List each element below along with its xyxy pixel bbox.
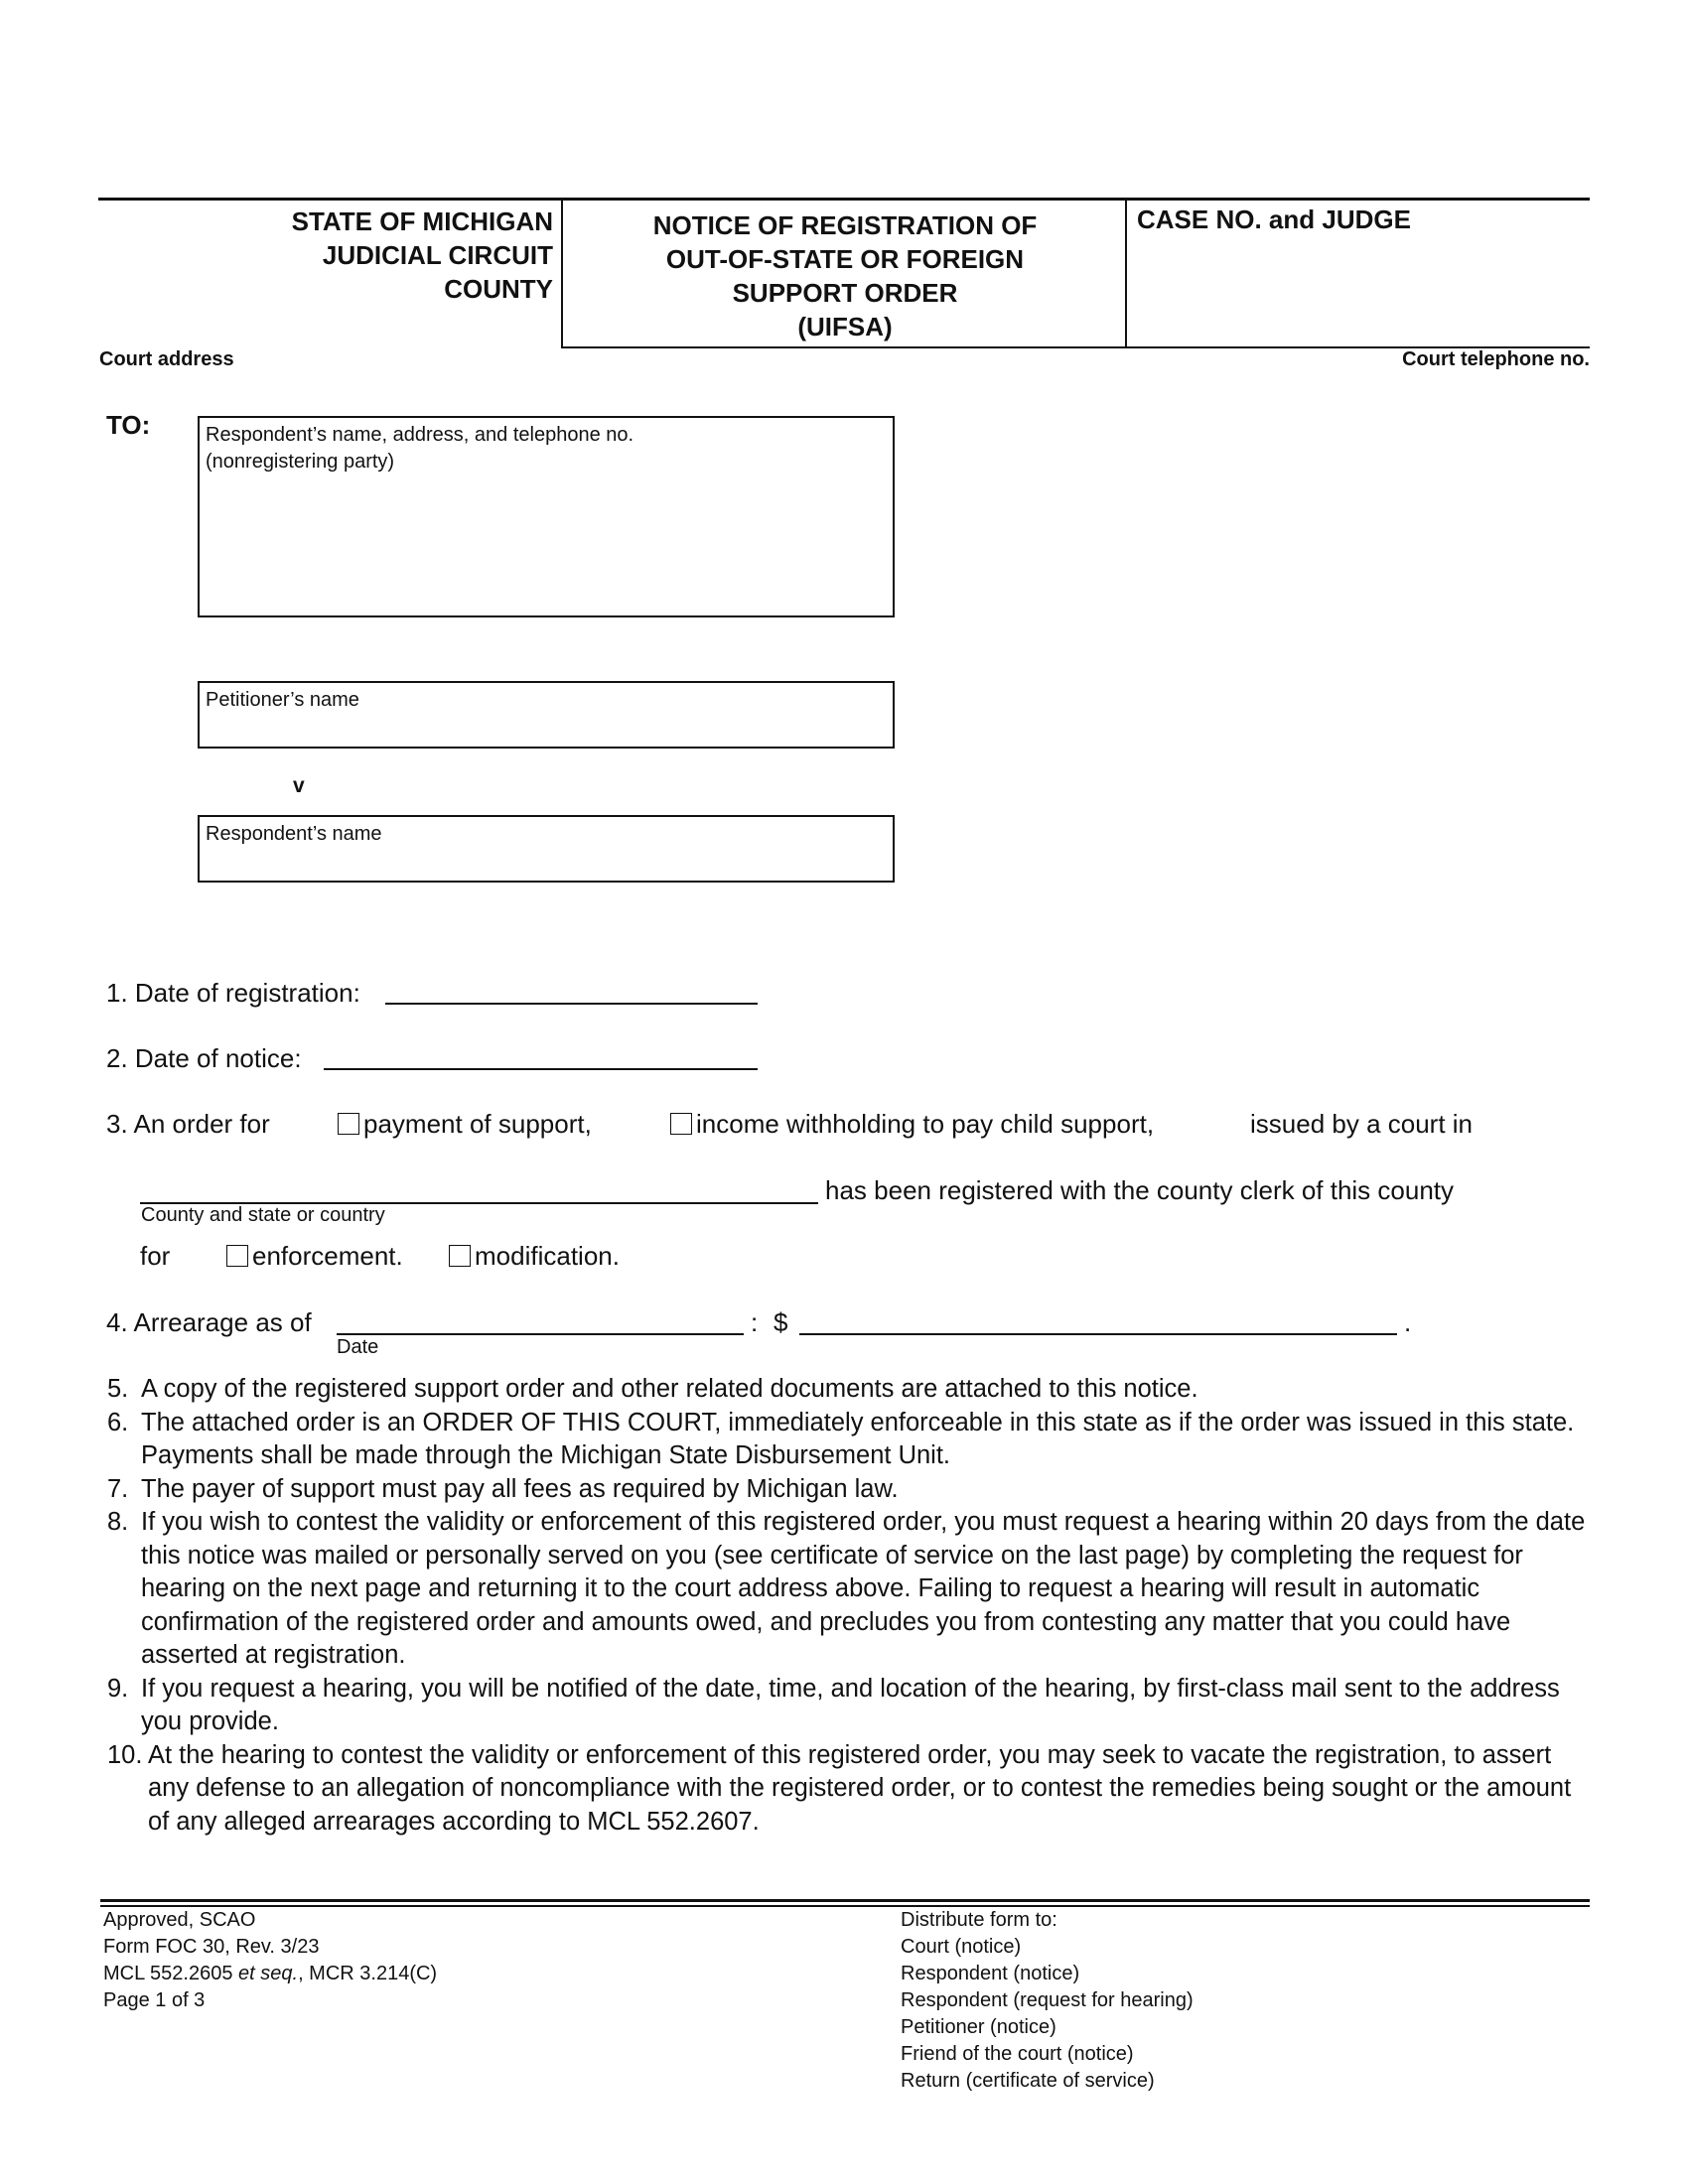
item-number: 9. <box>107 1674 129 1703</box>
title-line: NOTICE OF REGISTRATION OF <box>652 210 1038 240</box>
footer-rule <box>100 1899 1590 1902</box>
form-title <box>565 208 1125 343</box>
title-line: OUT-OF-STATE OR FOREIGN <box>665 244 1025 274</box>
title-line: (UIFSA) <box>797 312 893 341</box>
income-withholding-checkbox[interactable] <box>670 1113 692 1135</box>
court-telephone-label: Court telephone no. <box>1402 348 1590 370</box>
distribute-item: Respondent (notice) <box>901 1963 1080 1984</box>
state-name: STATE OF MICHIGAN <box>291 206 553 236</box>
date-of-registration-label: 1. Date of registration: <box>106 978 360 1008</box>
distribute-item: Petitioner (notice) <box>901 2016 1056 2038</box>
notice-item <box>107 1407 1597 1473</box>
page-number: Page 1 of 3 <box>103 1989 206 2011</box>
notice-item <box>107 1673 1597 1739</box>
item-text: If you request a hearing, you will be notified of the date, time, and location of the hearing, by first-class mail sent to the address you provide. <box>141 1674 1560 1735</box>
respondent-address-label: Respondent’s name, address, and telephone no. <box>206 424 634 446</box>
notice-item <box>107 1373 1597 1407</box>
arrearage-date-input[interactable] <box>337 1333 744 1335</box>
income-withholding-option[interactable] <box>670 1108 1154 1141</box>
order-for-label: 3. An order for <box>106 1109 270 1139</box>
arrearage-label: 4. Arrearage as of <box>106 1307 312 1337</box>
notice-item <box>107 1473 1597 1507</box>
notice-item <box>107 1506 1597 1673</box>
case-number-field[interactable]: CASE NO. and JUDGE <box>1137 205 1411 234</box>
item-text: A copy of the registered support order and other related documents are attached to this notice. <box>141 1375 1198 1403</box>
respondent-address-box[interactable] <box>198 416 895 617</box>
enforcement-option[interactable] <box>226 1240 403 1273</box>
distribute-item: Friend of the court (notice) <box>901 2043 1134 2065</box>
distribute-item: Respondent (request for hearing) <box>901 1989 1194 2011</box>
court-identification <box>292 205 553 306</box>
title-line: SUPPORT ORDER <box>732 278 958 308</box>
header-top-rule <box>98 198 1590 201</box>
form-number: Form FOC 30, Rev. 3/23 <box>103 1936 320 1958</box>
respondent-name-box[interactable] <box>198 815 895 883</box>
nonregistering-party-label: (nonregistering party) <box>206 451 395 473</box>
county-label: COUNTY <box>444 274 553 304</box>
date-of-notice-label: 2. Date of notice: <box>106 1043 302 1073</box>
date-of-registration-input[interactable] <box>385 1003 758 1005</box>
for-label: for <box>140 1241 171 1271</box>
distribution-list <box>901 1907 1194 2095</box>
distribute-title: Distribute form to: <box>901 1909 1057 1931</box>
petitioner-name-label: Petitioner’s name <box>206 689 359 711</box>
petitioner-name-box[interactable] <box>198 681 895 749</box>
judicial-circuit-label: JUDICIAL CIRCUIT <box>322 240 553 270</box>
payment-of-support-option[interactable] <box>338 1108 592 1141</box>
item-number: 7. <box>107 1474 129 1503</box>
item-number: 5. <box>107 1375 129 1403</box>
payment-of-support-checkbox[interactable] <box>338 1113 359 1135</box>
date-label: Date <box>337 1336 379 1358</box>
header-divider-left <box>561 201 563 348</box>
versus-label: v <box>293 774 305 797</box>
approved-label: Approved, SCAO <box>103 1909 256 1931</box>
modification-checkbox[interactable] <box>449 1245 471 1267</box>
court-address-label: Court address <box>99 348 234 370</box>
item-text: If you wish to contest the validity or enforcement of this registered order, you must request a hearing within 20 days from the date this notice was mailed or personally served on you (see certificate of service on the last page) by completing the request for hearing on the next page and returning it to the court address above. Failing to request a hearing will result in automatic confirmation of the registered order and amounts owed, and precludes you from contesting any matter that you could have asserted at registration. <box>141 1508 1586 1669</box>
registered-label: has been registered with the county clerk of this county <box>825 1175 1455 1205</box>
arrearage-amount-input[interactable] <box>799 1333 1397 1335</box>
item-number: 6. <box>107 1408 129 1436</box>
respondent-name-label: Respondent’s name <box>206 823 382 845</box>
item-text: The payer of support must pay all fees as required by Michigan law. <box>141 1474 899 1503</box>
item-number: 8. <box>107 1508 129 1536</box>
dollar-sign: $ <box>774 1307 788 1337</box>
statute-reference: MCL 552.2605 et seq., MCR 3.214(C) <box>103 1963 438 1984</box>
enforcement-checkbox[interactable] <box>226 1245 248 1267</box>
period: . <box>1404 1307 1412 1337</box>
item-text: The attached order is an ORDER OF THIS COURT, immediately enforceable in this state as if the order was issued in this state. Payments shall be made through the Michigan State Disbursement Unit. <box>141 1408 1575 1469</box>
income-withholding-label: income withholding to pay child support, <box>696 1109 1155 1139</box>
distribute-item: Return (certificate of service) <box>901 2070 1155 2092</box>
county-state-label: County and state or country <box>141 1204 385 1226</box>
date-of-notice-input[interactable] <box>324 1068 758 1070</box>
form-info <box>103 1907 437 2014</box>
enforcement-label: enforcement. <box>252 1241 403 1271</box>
modification-label: modification. <box>475 1241 620 1271</box>
notice-item <box>107 1739 1597 1840</box>
header-divider-right <box>1125 201 1127 348</box>
item-text: At the hearing to contest the validity or enforcement of this registered order, you may seek to vacate the registration, to assert any defense to an allegation of noncompliance with the registered order, or to contest the remedies being sought or the amount of any alleged arrearages according to MCL 552.2607. <box>148 1740 1572 1836</box>
distribute-item: Court (notice) <box>901 1936 1022 1958</box>
colon-separator: : <box>751 1307 759 1337</box>
payment-of-support-label: payment of support, <box>363 1109 592 1139</box>
item-number: 10. <box>107 1740 143 1769</box>
issued-by-court-label: issued by a court in <box>1250 1109 1474 1139</box>
modification-option[interactable] <box>449 1240 620 1273</box>
to-label: TO: <box>106 410 151 440</box>
notice-items <box>107 1373 1597 1839</box>
